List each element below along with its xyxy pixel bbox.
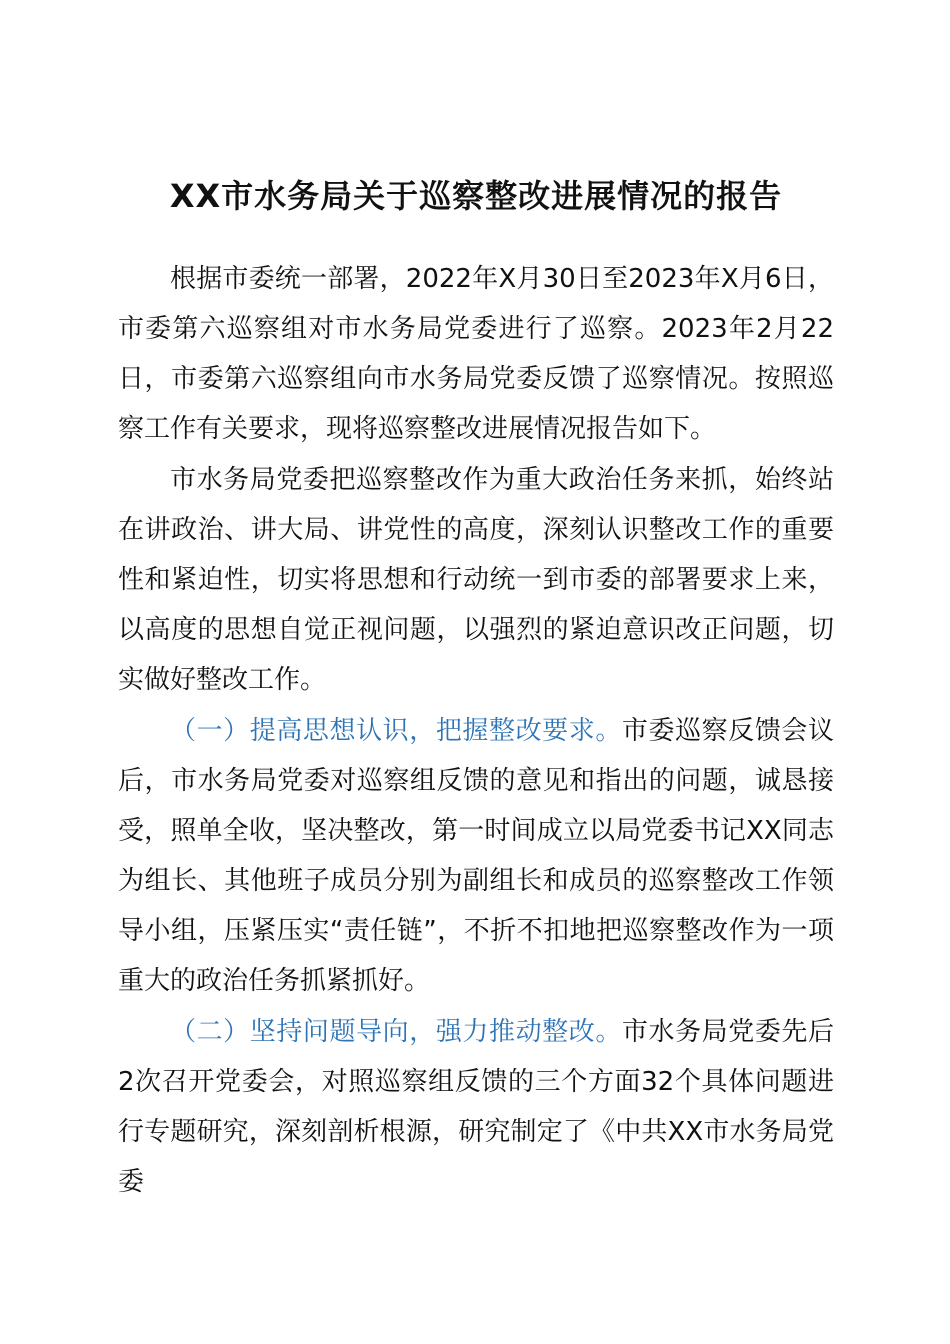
section-two-heading: （二）坚持问题导向，强力推动整改。 — [170, 1017, 622, 1047]
paragraph-background-text: 根据市委统一部署，2022年X月30日至2023年X月6日，市委第六巡察组对市水务局党委进行了巡察。2023年2月22日，市委第六巡察组向市水务局党委反馈了巡察情况。按照巡察工作有关要求，现将巡察整改进展情况报告如下。 — [118, 264, 834, 444]
paragraph-background — [118, 254, 834, 454]
section-one-text: 市委巡察反馈会议后，市水务局党委对巡察组反馈的意见和指出的问题，诚恳接受，照单全收，坚决整改，第一时间成立以局党委书记XX同志为组长、其他班子成员分别为副组长和成员的巡察整改工作领导小组，压紧压实“责任链”，不折不扣地把巡察整改作为一项重大的政治任务抓紧抓好。 — [118, 716, 834, 996]
paragraph-section-two — [118, 1007, 834, 1207]
section-one-heading: （一）提高思想认识，把握整改要求。 — [170, 716, 622, 746]
paragraph-section-one — [118, 706, 834, 1006]
document-page — [118, 168, 834, 1208]
document-title: XX市水务局关于巡察整改进展情况的报告 — [169, 177, 783, 215]
paragraph-overview — [118, 455, 834, 705]
paragraph-overview-text: 市水务局党委把巡察整改作为重大政治任务来抓，始终站在讲政治、讲大局、讲党性的高度，深刻认识整改工作的重要性和紧迫性，切实将思想和行动统一到市委的部署要求上来，以高度的思想自觉正视问题，以强烈的紧迫意识改正问题，切实做好整改工作。 — [118, 465, 834, 695]
section-two-text: 市水务局党委先后2次召开党委会，对照巡察组反馈的三个方面32个具体问题进行专题研究，深刻剖析根源，研究制定了《中共XX市水务局党委 — [118, 1017, 834, 1197]
